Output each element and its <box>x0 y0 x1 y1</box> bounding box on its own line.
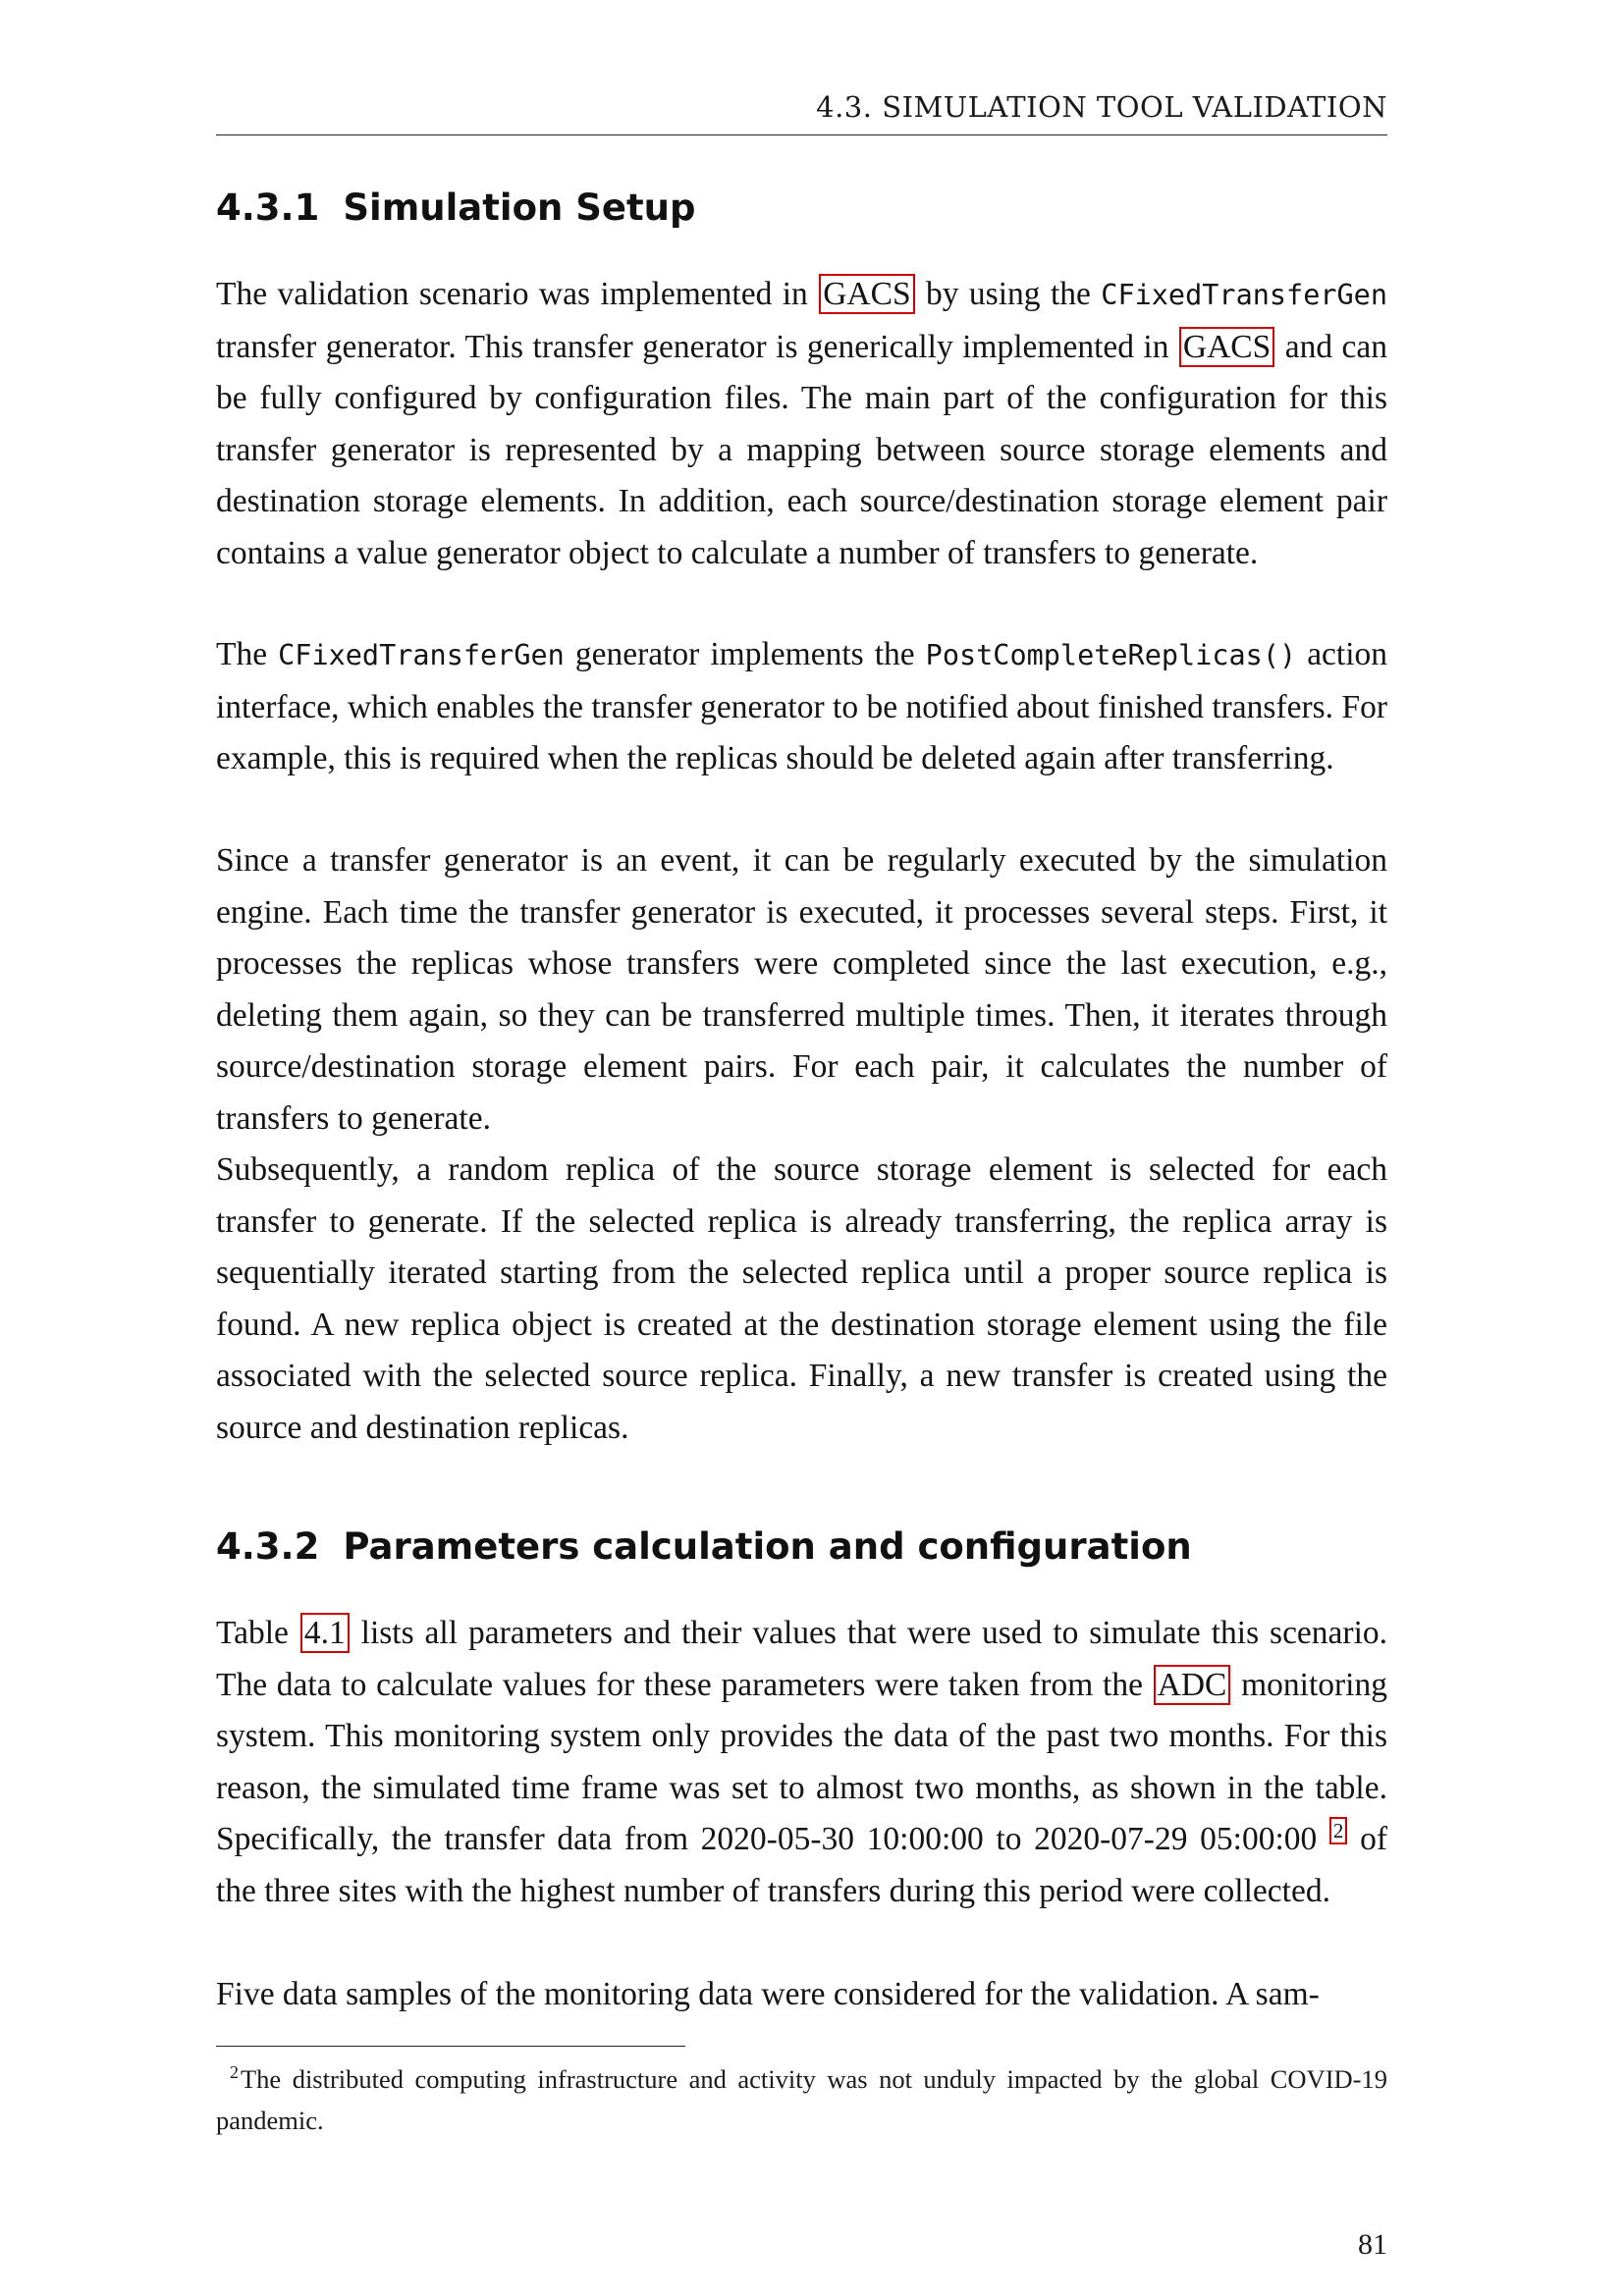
section-number: 4.3.1 <box>216 187 320 229</box>
text-run: The <box>216 636 268 672</box>
paragraph-parameters <box>216 1608 1387 1918</box>
text-run: generator implements the <box>574 636 915 672</box>
footnote-rule <box>216 2046 685 2047</box>
running-header: 4.3. SIMULATION TOOL VALIDATION <box>816 90 1387 124</box>
paragraph-execution-steps: Since a transfer generator is an event, it can be regularly executed by the simulation engine. Each time the transfer generator is executed, it processes several steps. First, it processes the replicas whose transfers were completed since the last execution, e.g., deleting them again, so they can be transferred multiple times. Then, it iterates through source/destination storage element pairs. For each pair, it calculates the number of transfers to generate. <box>216 842 1387 1137</box>
text-run: and can be fully configured by configuration files. The main part of the configuration for this transfer generator is represented by a mapping between source storage elements and destination storage elements. In addition, each source/destination storage element pair contains a value generator object to calculate a number of transfers to generate. <box>216 328 1387 571</box>
acronym-link-gacs[interactable]: GACS <box>819 274 914 314</box>
section-title-text: Parameters calculation and configuration <box>343 1525 1192 1568</box>
text-run: by using the <box>926 276 1091 312</box>
section-number: 4.3.2 <box>216 1525 320 1568</box>
footnote-number: 2 <box>230 2062 239 2082</box>
header-rule <box>216 134 1387 135</box>
section-title-text: Simulation Setup <box>343 187 696 229</box>
code-cfixedtransfergen: CFixedTransferGen <box>278 639 565 671</box>
footnote-2 <box>216 2052 1387 2141</box>
paragraph-replica-selection: Subsequently, a random replica of the source storage element is selected for each transfer to generate. If the selected replica is already transferring, the replica array is sequentially iterated starting from the selected replica until a proper source replica is found. A new replica object is created at the destination storage element using the file associated with the selected source replica. Finally, a new transfer is created using the source and destination replicas. <box>216 1151 1387 1446</box>
text-run: lists all parameters and their values that were used to simulate this scenario. The data to calculate values for these parameters were taken from the <box>216 1615 1388 1703</box>
text-run: transfer generator. This transfer generator is generically implemented in <box>216 328 1169 365</box>
text-run: of the three sites with the highest number of transfers during this period were collected. <box>216 1821 1387 1909</box>
section-heading-4-3-1 <box>216 187 696 229</box>
paragraph-action-interface <box>216 629 1387 785</box>
code-cfixedtransfergen: CFixedTransferGen <box>1101 279 1387 311</box>
text-run: monitoring system. This monitoring system only provides the data of the past two months. For this reason, the simulated time frame was set to almost two months, as shown in the table. Specifically, the transfer data from 2020-05-30 10:00:00 to 2020-07-29 05:00:00 <box>216 1666 1387 1858</box>
code-postcompletereplicas: PostCompleteReplicas() <box>925 639 1297 671</box>
acronym-link-adc[interactable]: ADC <box>1154 1665 1231 1705</box>
acronym-link-gacs[interactable]: GACS <box>1179 327 1274 367</box>
footnote-text: The distributed computing infrastructure and activity was not unduly impacted by the global COVID-19 pandemic. <box>216 2064 1387 2135</box>
text-run: action interface, which enables the transfer generator to be notified about finished transfers. For example, this is required when the replicas should be deleted again after transferring. <box>216 636 1388 777</box>
page-number: 81 <box>1358 2228 1387 2261</box>
footnote-link-2[interactable]: 2 <box>1329 1817 1348 1844</box>
text-run: Table <box>216 1615 289 1651</box>
table-link-4-1[interactable]: 4.1 <box>300 1613 350 1653</box>
text-run: The validation scenario was implemented in <box>216 276 808 312</box>
section-heading-4-3-2 <box>216 1525 1192 1568</box>
paragraph-setup-intro <box>216 269 1387 580</box>
paragraph-data-samples: Five data samples of the monitoring data were considered for the validation. A sam- <box>216 1976 1320 2012</box>
